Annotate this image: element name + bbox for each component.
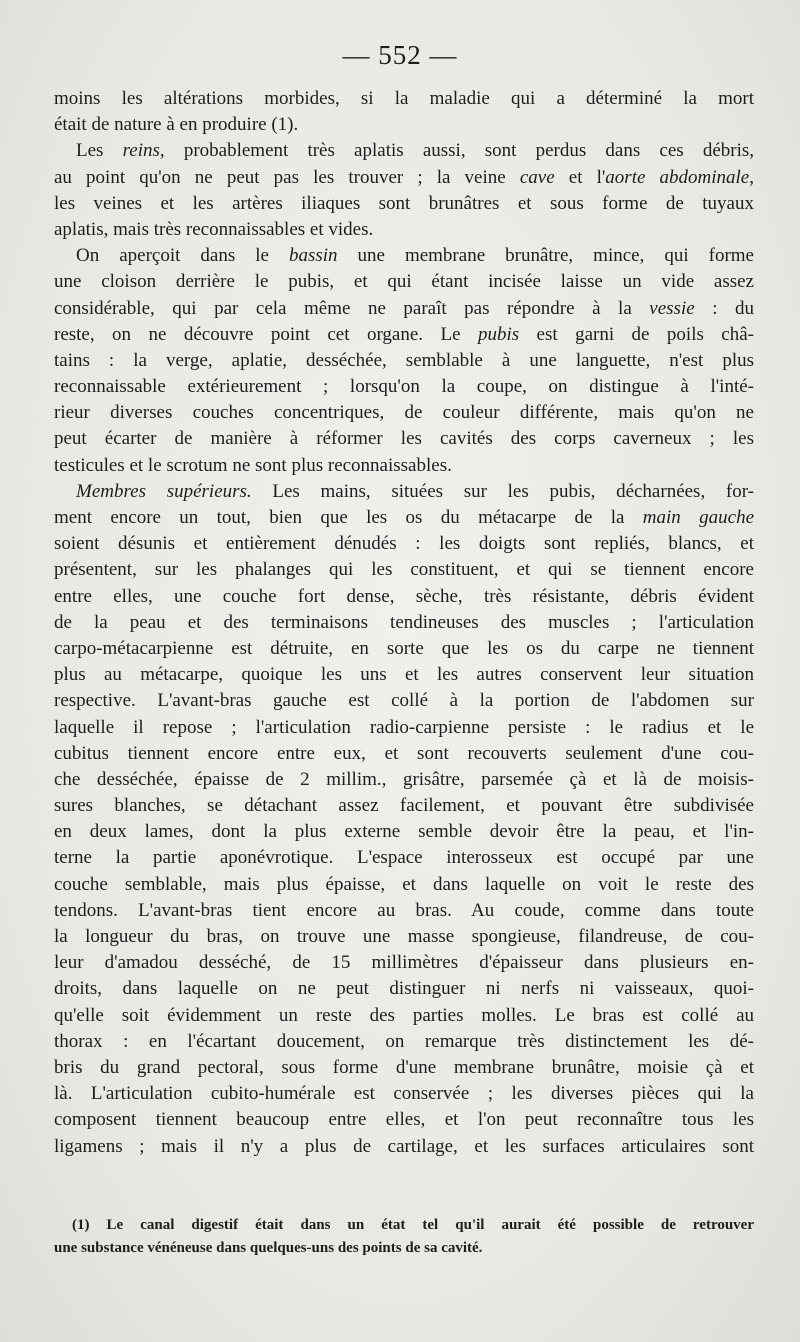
text-line: reconnaissable extérieurement ; lorsqu'on la coupe, on distingue à l'inté-	[54, 376, 754, 398]
text-line: tains : la verge, aplatie, desséchée, semblable à une languette, n'est plus	[54, 349, 754, 371]
text-line: sures blanches, se détachant assez facilement, et pouvant être subdivisée	[54, 795, 754, 817]
emphasis-bassin: bassin	[288, 245, 338, 267]
emphasis-reins: reins	[122, 140, 160, 162]
text-line: thorax : en l'écartant doucement, on remarque très distinctement les dé-	[54, 1030, 754, 1052]
text-line: aplatis, mais très reconnaissables et vides.	[54, 218, 374, 240]
text-line: rieur diverses couches concentriques, de couleur différente, mais qu'on ne	[54, 402, 754, 424]
text-line: On aperçoit dans le bassin une membrane brunâtre, mince, qui forme	[76, 245, 754, 267]
text-line: tendons. L'avant-bras tient encore au bras. Au coude, comme dans toute	[54, 899, 754, 921]
text-line: Membres supérieurs. Les mains, situées sur les pubis, décharnées, for-	[76, 480, 754, 502]
text-line: moins les altérations morbides, si la maladie qui a déterminé la mort	[54, 88, 754, 109]
text-line: composent tiennent beaucoup entre elles, et l'on peut reconnaître tous les	[54, 1109, 754, 1131]
text-line: plus au métacarpe, quoique les uns et les autres conservent leur situation	[54, 664, 754, 686]
text-line: qu'elle soit évidemment un reste des parties molles. Le bras est collé au	[54, 1004, 754, 1026]
text-line: là. L'articulation cubito-humérale est conservée ; les diverses pièces qui la	[54, 1083, 754, 1105]
text-line: bris du grand pectoral, sous forme d'une membrane brunâtre, moisie çà et	[54, 1056, 754, 1078]
text-line: les veines et les artères iliaques sont brunâtres et sous forme de tuyaux	[54, 192, 754, 214]
text-line: leur d'amadou desséché, de 15 millimètres d'épaisseur dans plusieurs en-	[54, 952, 754, 974]
footnote	[54, 1214, 754, 1260]
text-line: la longueur du bras, on trouve une masse spongieuse, filandreuse, de cou-	[54, 926, 754, 947]
footnote-line: une substance vénéneuse dans quelques-uns des points de sa cavité.	[54, 1240, 483, 1256]
text-line: peut écarter de manière à réformer les cavités des corps caverneux ; les	[54, 428, 754, 450]
text-line: reste, on ne découvre point cet organe. Le pubis est garni de poils châ-	[54, 323, 754, 345]
text-line: terne la partie aponévrotique. L'espace interosseux est occupé par une	[54, 847, 754, 869]
text-line: che desséchée, épaisse de 2 millim., grisâtre, parsemée çà et là de moisis-	[54, 768, 754, 790]
text-line: soient désunis et entièrement dénudés : les doigts sont repliés, blancs, et	[54, 533, 754, 555]
text-line: était de nature à en produire (1).	[54, 114, 299, 136]
text-line: carpo-métacarpienne est détruite, en sorte que les os du carpe ne tiennent	[54, 637, 754, 659]
text-line: testicules et le scrotum ne sont plus reconnaissables.	[54, 454, 452, 476]
emphasis-cave: cave	[519, 166, 555, 188]
text-line: couche semblable, mais plus épaisse, et dans laquelle on voit le reste des	[54, 873, 754, 895]
text-line: en deux lames, dont la plus externe semble devoir être la peau, et l'in-	[54, 821, 754, 843]
text-line: présentent, sur les phalanges qui les constituent, et qui se tiennent encore	[54, 559, 754, 581]
footnote-line: (1) Le canal digestif était dans un état tel qu'il aurait été possible de retrouver	[72, 1217, 754, 1233]
text-line: entre elles, une couche fort dense, sèche, très résistante, débris évident	[54, 585, 754, 607]
emphasis-main-gauche: main gauche	[642, 507, 754, 528]
text-line: Les reins, probablement très aplatis aussi, sont perdus dans ces débris,	[76, 140, 755, 162]
text-line: ment encore un tout, bien que les os du métacarpe de la main gauche	[54, 507, 754, 528]
text-line: cubitus tiennent encore entre eux, et sont recouverts seulement d'une cou-	[54, 742, 754, 764]
text-line: considérable, qui par cela même ne paraît pas répondre à la vessie : du	[54, 297, 755, 319]
section-heading-membres-superieurs: Membres supérieurs.	[76, 480, 252, 502]
text-line: droits, dans laquelle on ne peut distinguer ni nerfs ni vaisseaux, quoi-	[54, 978, 754, 1000]
text-line: au point qu'on ne peut pas les trouver ; la veine cave et l'aorte abdominale,	[54, 166, 754, 188]
text-line: laquelle il repose ; l'articulation radio-carpienne persiste : le radius et le	[54, 716, 754, 738]
text-line: de la peau et des terminaisons tendineuses des muscles ; l'articulation	[54, 611, 754, 633]
body-text	[54, 86, 754, 1160]
page-number: — 552 —	[342, 40, 458, 70]
text-line: ligamens ; mais il n'y a plus de cartilage, et les surfaces articulaires sont	[54, 1135, 754, 1157]
text-line: respective. L'avant-bras gauche est collé à la portion de l'abdomen sur	[54, 690, 754, 712]
text-line: une cloison derrière le pubis, et qui étant incisée laisse un vide assez	[54, 271, 754, 293]
emphasis-vessie: vessie	[649, 297, 695, 319]
emphasis-aorte-abdominale: aorte abdominale	[605, 166, 750, 188]
emphasis-pubis: pubis	[477, 323, 520, 345]
